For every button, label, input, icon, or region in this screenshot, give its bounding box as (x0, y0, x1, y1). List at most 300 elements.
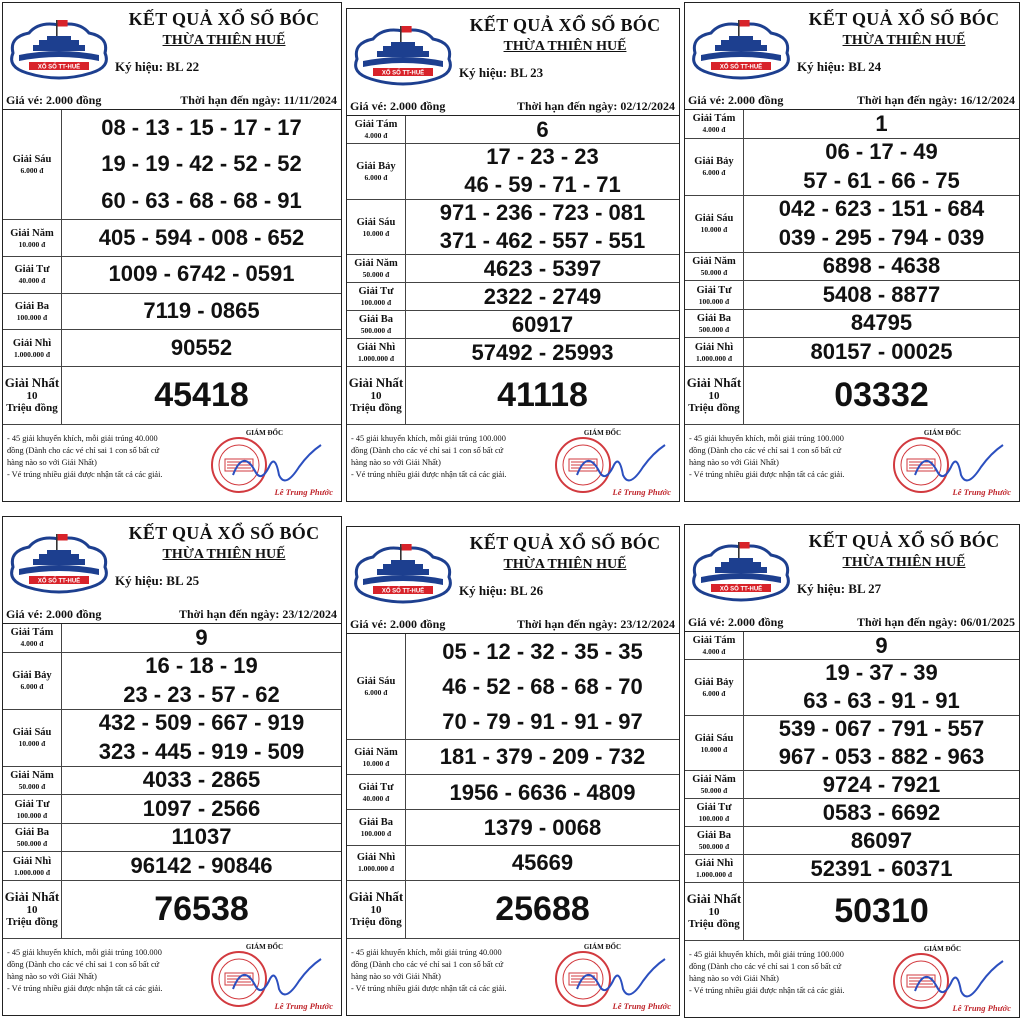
special-prize-name: Giải Nhất (4, 375, 60, 391)
winning-number-line: 05 - 12 - 32 - 35 - 35 (442, 638, 643, 664)
prize-numbers (406, 846, 679, 880)
prize-numbers (744, 716, 1019, 771)
prize-name: Giải Sáu (356, 216, 396, 228)
prize-label (347, 283, 406, 310)
prize-row (685, 660, 1019, 716)
ticket-header (347, 527, 679, 615)
winning-number-line: 08 - 13 - 15 - 17 - 17 (101, 114, 302, 140)
prize-amount: 10.000 đ (18, 239, 46, 249)
prize-numbers (744, 799, 1019, 826)
prize-row (3, 257, 341, 294)
ticket-deadline: Thời hạn đến ngày: 06/01/2025 (856, 615, 1015, 629)
ticket-price: Giá vé: 2.000 đồng (688, 615, 784, 629)
prize-numbers (744, 632, 1019, 659)
special-prize-label (685, 883, 744, 940)
logo-text: XỔ SỐ TT-HUẾ (37, 578, 81, 585)
prize-name: Giải Sáu (694, 732, 734, 744)
prize-numbers (406, 740, 679, 774)
note-line: - 45 giải khuyến khích, mỗi giải trúng 100.000 (7, 947, 162, 957)
special-prize-numbers (62, 367, 341, 424)
prize-numbers (744, 281, 1019, 309)
note-line: - 45 giải khuyến khích, mỗi giải trúng 100.000 (351, 433, 506, 443)
winning-number-line: 70 - 79 - 91 - 91 - 97 (442, 709, 643, 735)
prize-row (685, 799, 1019, 827)
prize-amount: 500.000 đ (16, 839, 48, 849)
prize-numbers (744, 660, 1019, 715)
ticket-subtitle: THỪA THIÊN HUẾ (842, 555, 966, 570)
prize-name: Giải Ba (696, 313, 732, 325)
prize-numbers (406, 144, 679, 199)
note-line: đồng (Dành cho các vé chỉ sai 1 con số bất cứ (689, 445, 842, 455)
prize-label (3, 110, 62, 219)
note-line: - Vé trúng nhiều giải được nhận tất cả các giải. (7, 983, 163, 993)
note-line: - Vé trúng nhiều giải được nhận tất cả các giải. (351, 469, 507, 479)
prize-label (685, 716, 744, 771)
winning-number-line: 90552 (170, 334, 233, 360)
ticket-deadline: Thời hạn đến ngày: 02/12/2024 (516, 99, 675, 113)
note-line: - 45 giải khuyến khích, mỗi giải trúng 100.000 (689, 433, 844, 443)
prize-name: Giải Tư (696, 802, 732, 814)
special-prize-row (347, 367, 679, 425)
prize-amount: 100.000 đ (698, 814, 730, 824)
prize-row (347, 740, 679, 775)
prize-label (3, 330, 62, 366)
winning-number-line: 4033 - 2865 (142, 767, 261, 793)
prize-row (685, 338, 1019, 367)
prize-row (3, 220, 341, 257)
winning-number-line: 1379 - 0068 (483, 814, 602, 840)
prize-row (3, 294, 341, 331)
prize-amount: 100.000 đ (360, 829, 392, 839)
winning-number-line: 16 - 18 - 19 (145, 653, 258, 679)
signer-name: Lê Trung Phước (612, 1000, 671, 1011)
winning-number-line: 86097 (850, 827, 913, 853)
winning-number-line: 6 (536, 116, 549, 142)
ticket-notes (7, 433, 207, 481)
prize-label (347, 740, 406, 774)
special-prize-label (3, 367, 62, 424)
director-label: GIÁM ĐỐC (923, 944, 961, 953)
prize-numbers (62, 110, 341, 219)
prize-name: Giải Tám (354, 118, 398, 130)
special-prize-number: 76538 (154, 890, 249, 929)
ticket-notes (689, 949, 889, 997)
winning-number-line: 7119 - 0865 (143, 298, 260, 324)
prize-row (685, 855, 1019, 883)
ticket-title: KẾT QUẢ XỔ SỐ BÓC (469, 15, 661, 35)
prize-amount: 1.000.000 đ (357, 354, 395, 364)
prize-name: Giải Sáu (356, 675, 396, 687)
prize-name: Giải Nhì (694, 341, 734, 353)
ticket-info-row (3, 605, 341, 624)
ticket-price: Giá vé: 2.000 đồng (688, 93, 784, 107)
prize-numbers (62, 624, 341, 652)
special-prize-name: Giải Nhất (348, 375, 404, 391)
note-line: - Vé trúng nhiều giải được nhận tất cả các giải. (351, 983, 507, 993)
prize-label (685, 632, 744, 659)
ticket-bl25 (2, 516, 342, 1016)
winning-number-line: 46 - 59 - 71 - 71 (464, 172, 621, 198)
prize-name: Giải Ba (696, 830, 732, 842)
prize-numbers (744, 139, 1019, 195)
note-line: - 45 giải khuyến khích, mỗi giải trúng 40.000 (7, 433, 158, 443)
winning-number-line: 19 - 37 - 39 (825, 660, 938, 686)
ticket-notes (351, 947, 551, 995)
prize-row (685, 253, 1019, 282)
prize-numbers (406, 775, 679, 809)
logo-text: XỔ SỐ TT-HUẾ (381, 70, 425, 77)
prize-name: Giải Ba (14, 300, 50, 312)
signer-name: Lê Trung Phước (274, 1000, 333, 1011)
prize-name: Giải Sáu (12, 727, 52, 739)
note-line: hàng nào so với Giải Nhất) (7, 457, 97, 467)
ticket-header (685, 525, 1019, 613)
prize-label (685, 196, 744, 252)
prize-amount: 6.000 đ (702, 688, 726, 698)
winning-number-line: 967 - 053 - 882 - 963 (778, 744, 985, 770)
prize-name: Giải Tám (10, 627, 54, 639)
ticket-title: KẾT QUẢ XỔ SỐ BÓC (808, 531, 1000, 551)
prize-numbers (744, 110, 1019, 138)
prize-label (3, 795, 62, 823)
prize-amount: 4.000 đ (20, 639, 44, 649)
special-prize-unit: Triệu đồng (6, 402, 58, 415)
prize-name: Giải Tư (696, 284, 732, 296)
ticket-price: Giá vé: 2.000 đồng (6, 607, 102, 621)
prize-label (347, 116, 406, 143)
prize-numbers (744, 338, 1019, 366)
special-prize-row (685, 367, 1019, 425)
prize-amount: 1.000.000 đ (695, 353, 733, 363)
special-prize-amount: 10 (370, 903, 382, 916)
prize-amount: 10.000 đ (700, 225, 728, 235)
special-prize-unit: Triệu đồng (688, 402, 740, 415)
ticket-header (685, 3, 1019, 91)
prize-row (347, 311, 679, 339)
special-prize-label (347, 367, 406, 424)
prize-name: Giải Năm (692, 774, 736, 786)
special-prize-name: Giải Nhất (686, 375, 742, 391)
prize-amount: 50.000 đ (700, 786, 728, 796)
ticket-symbol: Ký hiệu: BL 24 (797, 59, 882, 74)
prize-name: Giải Bảy (694, 676, 734, 688)
prize-row (685, 196, 1019, 253)
prize-row (685, 716, 1019, 772)
prize-numbers (406, 339, 679, 366)
ticket-title: KẾT QUẢ XỔ SỐ BÓC (128, 523, 320, 543)
prize-amount: 1.000.000 đ (695, 870, 733, 880)
winning-number-line: 9 (875, 632, 888, 658)
prize-amount: 4.000 đ (702, 125, 726, 135)
winning-number-line: 1009 - 6742 - 0591 (108, 261, 295, 287)
special-prize-number: 25688 (495, 890, 590, 929)
prize-label (347, 339, 406, 366)
prize-label (685, 139, 744, 195)
special-prize-numbers (744, 367, 1019, 424)
prize-numbers (406, 311, 679, 338)
special-prize-number: 41118 (497, 376, 588, 415)
prize-amount: 50.000 đ (18, 782, 46, 792)
prize-amount: 100.000 đ (698, 296, 730, 306)
prize-amount: 500.000 đ (360, 326, 392, 336)
prize-amount: 6.000 đ (702, 168, 726, 178)
prize-name: Giải Ba (358, 817, 394, 829)
special-prize-name: Giải Nhất (4, 889, 60, 905)
prize-label (3, 653, 62, 709)
prize-name: Giải Năm (354, 258, 398, 270)
ticket-header (347, 9, 679, 97)
ticket-symbol: Ký hiệu: BL 23 (459, 65, 544, 80)
lottery-logo (7, 17, 111, 85)
prize-name: Giải Sáu (694, 213, 734, 225)
prize-row (685, 632, 1019, 660)
prize-label (347, 144, 406, 199)
ticket-title: KẾT QUẢ XỔ SỐ BÓC (128, 9, 320, 29)
prize-label (685, 855, 744, 882)
prize-name: Giải Tư (358, 286, 394, 298)
prize-table (685, 632, 1019, 941)
note-line: hàng nào so với Giải Nhất) (351, 971, 441, 981)
special-prize-amount: 10 (26, 389, 38, 402)
prize-name: Giải Nhì (356, 852, 396, 864)
special-prize-label (347, 881, 406, 938)
prize-label (685, 281, 744, 309)
ticket-footer (685, 941, 1019, 1017)
prize-label (3, 824, 62, 852)
prize-numbers (62, 330, 341, 366)
prize-numbers (406, 283, 679, 310)
prize-row (347, 144, 679, 200)
director-label: GIÁM ĐỐC (583, 428, 621, 437)
winning-number-line: 63 - 63 - 91 - 91 (803, 688, 960, 714)
ticket-symbol: Ký hiệu: BL 26 (459, 583, 544, 598)
prize-row (3, 710, 341, 767)
ticket-bl23 (346, 8, 680, 502)
prize-numbers (62, 294, 341, 330)
note-line: - 45 giải khuyến khích, mỗi giải trúng 100.000 (689, 949, 844, 959)
ticket-footer (347, 939, 679, 1015)
prize-amount: 6.000 đ (364, 172, 388, 182)
prize-table (685, 110, 1019, 425)
prize-numbers (744, 855, 1019, 882)
ticket-info-row (347, 97, 679, 116)
prize-row (3, 767, 341, 796)
special-prize-amount: 10 (370, 389, 382, 402)
note-line: đồng (Dành cho các vé chỉ sai 1 con số bất cứ (351, 445, 504, 455)
prize-row (347, 810, 679, 845)
prize-amount: 500.000 đ (698, 842, 730, 852)
special-prize-name: Giải Nhất (348, 889, 404, 905)
prize-row (3, 824, 341, 853)
special-prize-number: 45418 (154, 376, 249, 415)
prize-row (347, 339, 679, 367)
prize-amount: 500.000 đ (698, 325, 730, 335)
winning-number-line: 5408 - 8877 (822, 281, 941, 307)
ticket-subtitle: THỪA THIÊN HUẾ (503, 557, 627, 572)
special-prize-amount: 10 (708, 905, 720, 918)
ticket-footer (685, 425, 1019, 501)
ticket-price: Giá vé: 2.000 đồng (6, 93, 102, 107)
lottery-logo (689, 539, 793, 607)
director-label: GIÁM ĐỐC (583, 942, 621, 951)
winning-number-line: 23 - 23 - 57 - 62 (123, 681, 280, 707)
prize-amount: 1.000.000 đ (357, 864, 395, 874)
prize-amount: 1.000.000 đ (13, 349, 51, 359)
ticket-notes (689, 433, 889, 481)
prize-name: Giải Năm (10, 770, 54, 782)
ticket-subtitle: THỪA THIÊN HUẾ (842, 33, 966, 48)
prize-label (3, 852, 62, 880)
prize-name: Giải Bảy (12, 670, 52, 682)
prize-name: Giải Tư (14, 264, 50, 276)
prize-label (347, 255, 406, 282)
signer-name: Lê Trung Phước (612, 486, 671, 497)
prize-name: Giải Tám (692, 113, 736, 125)
winning-number-line: 323 - 445 - 919 - 509 (98, 738, 305, 764)
winning-number-line: 042 - 623 - 151 - 684 (778, 196, 985, 222)
ticket-header (3, 3, 341, 91)
ticket-title: KẾT QUẢ XỔ SỐ BÓC (808, 9, 1000, 29)
prize-row (347, 200, 679, 256)
prize-amount: 10.000 đ (362, 758, 390, 768)
ticket-symbol: Ký hiệu: BL 27 (797, 581, 882, 596)
prize-name: Giải Nhì (12, 855, 52, 867)
prize-amount: 10.000 đ (362, 228, 390, 238)
prize-name: Giải Bảy (356, 160, 396, 172)
ticket-symbol: Ký hiệu: BL 22 (115, 59, 200, 74)
note-line: hàng nào so với Giải Nhất) (351, 457, 441, 467)
prize-row (685, 281, 1019, 310)
prize-name: Giải Bảy (694, 156, 734, 168)
director-label: GIÁM ĐỐC (245, 428, 283, 437)
prize-amount: 100.000 đ (16, 312, 48, 322)
winning-number-line: 52391 - 60371 (810, 855, 953, 881)
prize-numbers (62, 767, 341, 795)
signer-name: Lê Trung Phước (274, 486, 333, 497)
ticket-bl26 (346, 526, 680, 1016)
prize-numbers (406, 634, 679, 739)
prize-amount: 6.000 đ (20, 166, 44, 176)
prize-label (685, 110, 744, 138)
prize-numbers (744, 827, 1019, 854)
prize-numbers (406, 116, 679, 143)
special-prize-row (3, 881, 341, 939)
ticket-bl27 (684, 524, 1020, 1018)
prize-amount: 4.000 đ (702, 647, 726, 656)
special-prize-row (685, 883, 1019, 941)
lottery-logo (351, 541, 455, 609)
special-prize-numbers (62, 881, 341, 938)
prize-row (3, 624, 341, 653)
prize-amount: 4.000 đ (364, 131, 388, 140)
prize-row (347, 846, 679, 881)
ticket-deadline: Thời hạn đến ngày: 23/12/2024 (178, 607, 337, 621)
ticket-footer (3, 939, 341, 1015)
lottery-logo (351, 23, 455, 91)
ticket-bl22 (2, 2, 342, 502)
prize-numbers (744, 196, 1019, 252)
ticket-subtitle: THỪA THIÊN HUẾ (162, 33, 286, 48)
prize-row (347, 116, 679, 144)
winning-number-line: 57 - 61 - 66 - 75 (803, 167, 960, 193)
prize-name: Giải Ba (358, 314, 394, 326)
signer-name: Lê Trung Phước (952, 486, 1011, 497)
prize-label (347, 846, 406, 880)
prize-label (685, 253, 744, 281)
prize-amount: 100.000 đ (16, 810, 48, 820)
prize-amount: 50.000 đ (700, 268, 728, 278)
note-line: - 45 giải khuyến khích, mỗi giải trúng 40.000 (351, 947, 502, 957)
prize-amount: 1.000.000 đ (13, 867, 51, 877)
prize-row (685, 827, 1019, 855)
prize-numbers (406, 810, 679, 844)
note-line: đồng (Dành cho các vé chỉ sai 1 con số bất cứ (351, 959, 504, 969)
ticket-info-row (347, 615, 679, 634)
prize-numbers (62, 653, 341, 709)
director-label: GIÁM ĐỐC (245, 942, 283, 951)
winning-number-line: 432 - 509 - 667 - 919 (98, 710, 305, 736)
prize-numbers (62, 852, 341, 880)
note-line: hàng nào so với Giải Nhất) (7, 971, 97, 981)
prize-numbers (62, 257, 341, 293)
winning-number-line: 1 (875, 110, 888, 136)
ticket-notes (351, 433, 551, 481)
ticket-header (3, 517, 341, 605)
note-line: - Vé trúng nhiều giải được nhận tất cả các giải. (7, 469, 163, 479)
prize-row (347, 775, 679, 810)
prize-row (3, 330, 341, 367)
prize-numbers (62, 795, 341, 823)
ticket-info-row (3, 91, 341, 110)
prize-name: Giải Ba (14, 827, 50, 839)
prize-name: Giải Năm (354, 746, 398, 758)
director-label: GIÁM ĐỐC (923, 428, 961, 437)
prize-label (347, 634, 406, 739)
prize-amount: 10.000 đ (18, 739, 46, 749)
winning-number-line: 60917 (511, 311, 574, 337)
prize-label (3, 257, 62, 293)
ticket-subtitle: THỪA THIÊN HUẾ (162, 547, 286, 562)
prize-name: Giải Năm (692, 256, 736, 268)
prize-label (347, 311, 406, 338)
prize-label (685, 310, 744, 338)
winning-number-line: 17 - 23 - 23 (486, 144, 599, 170)
prize-label (3, 710, 62, 766)
winning-number-line: 6898 - 4638 (822, 253, 941, 279)
note-line: hàng nào so với Giải Nhất) (689, 457, 779, 467)
winning-number-line: 45669 (511, 850, 574, 876)
note-line: đồng (Dành cho các vé chỉ sai 1 con số bất cứ (7, 445, 160, 455)
prize-label (347, 200, 406, 255)
ticket-info-row (685, 613, 1019, 632)
ticket-deadline: Thời hạn đến ngày: 23/12/2024 (516, 617, 675, 631)
ticket-title: KẾT QUẢ XỔ SỐ BÓC (469, 533, 661, 553)
special-prize-amount: 10 (708, 389, 720, 402)
ticket-notes (7, 947, 207, 995)
special-prize-label (685, 367, 744, 424)
prize-label (685, 771, 744, 798)
prize-amount: 6.000 đ (364, 687, 388, 697)
prize-amount: 50.000 đ (362, 270, 390, 280)
prize-amount: 40.000 đ (18, 276, 46, 286)
prize-label (685, 660, 744, 715)
prize-amount: 6.000 đ (20, 682, 44, 692)
prize-row (3, 852, 341, 881)
winning-number-line: 181 - 379 - 209 - 732 (439, 744, 646, 770)
prize-table (347, 116, 679, 425)
prize-row (685, 771, 1019, 799)
prize-name: Giải Nhì (694, 858, 734, 870)
